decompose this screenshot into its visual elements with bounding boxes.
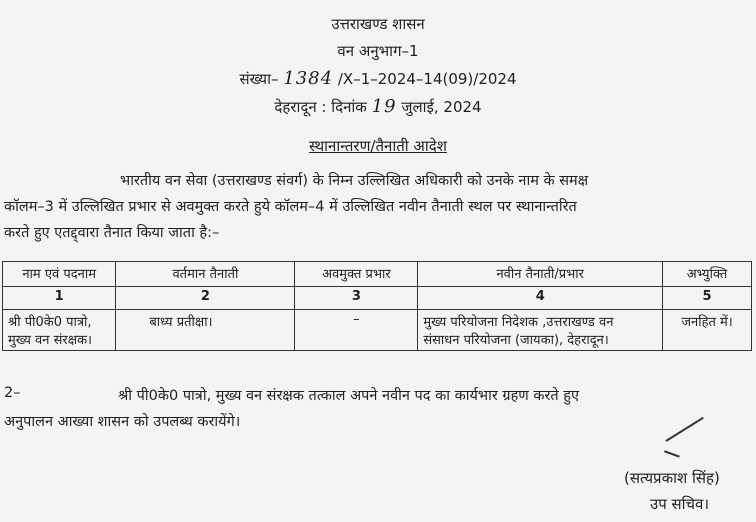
handwritten-date-day: 19: [371, 96, 397, 117]
col-number-4: 4: [418, 287, 663, 310]
table-row: [3, 310, 752, 351]
paragraph2-number: 2–: [4, 385, 21, 401]
paragraph1-line2: कॉलम–3 में उल्लिखित प्रभार से अवमुक्त करते हुये कॉलम–4 में उल्लिखित नवीन तैनाती स्थल पर स्थानान्तरित: [4, 199, 577, 215]
cell-name: [3, 310, 116, 351]
current-posting-text: बाध्य प्रतीक्षा।: [149, 315, 213, 330]
number-prefix: संख्या–: [239, 70, 279, 88]
header-name: नाम एवं पदनाम: [3, 262, 116, 287]
cell-new-posting: [418, 310, 663, 351]
section-heading: वन अनुभाग–1: [337, 42, 419, 60]
paragraph1-line3: करते हुए एतद्द्वारा तैनात किया जाता है:–: [4, 225, 220, 241]
header-remarks: अभ्युक्ति: [663, 262, 752, 287]
new-posting-line1: मुख्य परियोजना निदेशक ,उत्तराखण्ड वन: [423, 315, 614, 330]
handwritten-number: 1384: [283, 68, 334, 89]
signatory-designation: उप सचिव।: [650, 495, 710, 513]
header-relieved-charge: अवमुक्त प्रभार: [295, 262, 418, 287]
transfer-table: [2, 261, 752, 351]
number-suffix: /X–1–2024–14(09)/2024: [337, 70, 517, 88]
header-current-posting: वर्तमान तैनाती: [116, 262, 295, 287]
cell-relieved-charge: –: [295, 310, 418, 351]
date-prefix: देहरादून : दिनांक: [274, 98, 367, 116]
paragraph2-line1: श्री पी0के0 पात्रो, मुख्य वन संरक्षक तत्काल अपने नवीन पद का कार्यभार ग्रहण करते हुए: [118, 388, 580, 404]
order-date: [0, 96, 756, 117]
new-posting-line2: संसाधन परियोजना (जायका), देहरादून।: [423, 333, 609, 348]
col-number-5: 5: [663, 287, 752, 310]
paragraph2-line2: अनुपालन आख्या शासन को उपलब्ध करायेंगे।: [4, 414, 241, 430]
signatory-name: (सत्यप्रकाश सिंह): [624, 469, 720, 487]
cell-current-posting: [116, 310, 295, 351]
table-number-row: [3, 287, 752, 310]
date-suffix: जुलाई, 2024: [401, 98, 482, 116]
col-number-1: 1: [3, 287, 116, 310]
paragraph1-line1: भारतीय वन सेवा (उत्तराखण्ड संवर्ग) के निम्न उल्लिखित अधिकारी को उनके नाम के समक्ष: [120, 173, 589, 189]
signature-stroke: [665, 417, 703, 442]
col-number-3: 3: [295, 287, 418, 310]
table-header-row: [3, 262, 752, 287]
officer-designation: मुख्य वन संरक्षक।: [8, 333, 92, 348]
col-number-2: 2: [116, 287, 295, 310]
cell-remarks: जनहित में।: [663, 310, 752, 351]
order-number: [0, 68, 756, 89]
officer-name: श्री पी0के0 पात्रो,: [8, 315, 92, 330]
signature-stroke-tail: [664, 450, 680, 457]
org-heading: उत्तराखण्ड शासन: [331, 15, 425, 33]
header-new-posting: नवीन तैनाती/प्रभार: [418, 262, 663, 287]
order-title: स्थानान्तरण/तैनाती आदेश: [309, 137, 447, 155]
